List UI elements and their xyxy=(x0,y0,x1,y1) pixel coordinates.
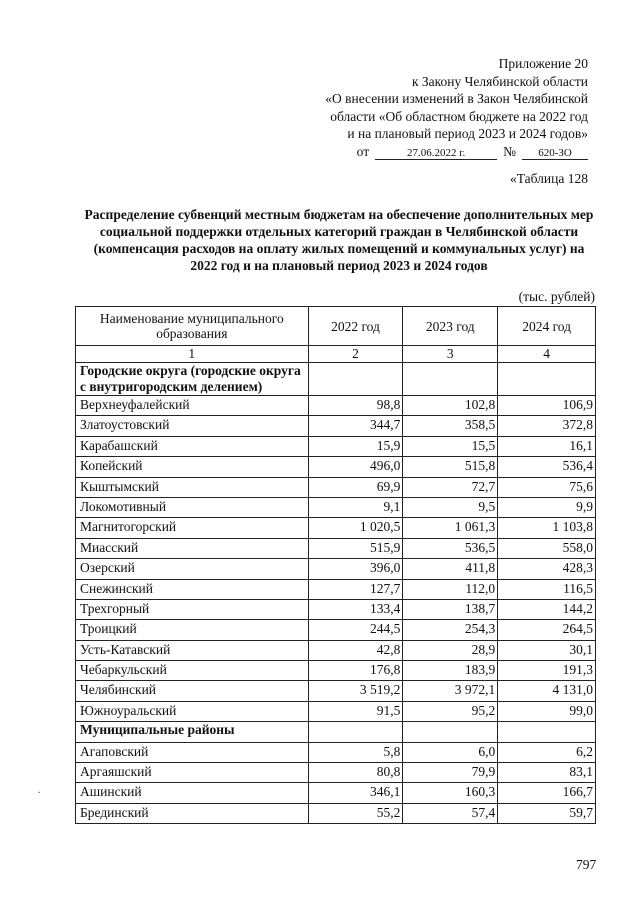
empty-cell xyxy=(498,722,596,742)
amount-cell: 15,5 xyxy=(403,436,498,456)
amount-cell: 166,7 xyxy=(498,783,596,803)
header-line: «О внесении изменений в Закон Челябинской xyxy=(325,91,588,106)
table-row xyxy=(76,742,596,762)
amount-cell: 346,1 xyxy=(308,783,403,803)
amount-cell: 372,8 xyxy=(498,416,596,436)
amount-cell: 15,9 xyxy=(308,436,403,456)
table-header-row xyxy=(76,307,596,346)
amount-cell: 144,2 xyxy=(498,599,596,619)
column-number: 1 xyxy=(76,346,309,363)
municipality-name: Локомотивный xyxy=(76,497,309,517)
column-header: 2023 год xyxy=(403,307,498,346)
column-header: 2022 год xyxy=(308,307,403,346)
municipality-name: Южноуральский xyxy=(76,701,309,721)
table-row xyxy=(76,538,596,558)
table-row xyxy=(76,579,596,599)
group-name: Муниципальные районы xyxy=(76,722,309,742)
amount-cell: 112,0 xyxy=(403,579,498,599)
amount-cell: 9,9 xyxy=(498,497,596,517)
municipality-name: Трехгорный xyxy=(76,599,309,619)
number-prefix: № xyxy=(503,143,516,159)
amount-cell: 16,1 xyxy=(498,436,596,456)
empty-cell xyxy=(403,722,498,742)
column-number-row xyxy=(76,346,596,363)
amount-cell: 55,2 xyxy=(308,803,403,823)
amount-cell: 396,0 xyxy=(308,559,403,579)
municipality-name: Агаповский xyxy=(76,742,309,762)
municipality-name: Челябинский xyxy=(76,681,309,701)
amount-cell: 515,9 xyxy=(308,538,403,558)
municipality-name: Верхнеуфалейский xyxy=(76,396,309,416)
amount-cell: 3 972,1 xyxy=(403,681,498,701)
municipality-name: Копейский xyxy=(76,457,309,477)
group-name: Городские округа (городские округа с внутригородским делением) xyxy=(76,363,309,396)
table-row xyxy=(76,457,596,477)
table-row xyxy=(76,497,596,517)
amount-cell: 160,3 xyxy=(403,783,498,803)
table-row xyxy=(76,599,596,619)
municipality-name: Брединский xyxy=(76,803,309,823)
document-header xyxy=(325,55,588,160)
amount-cell: 344,7 xyxy=(308,416,403,436)
municipality-name: Снежинский xyxy=(76,579,309,599)
municipality-name: Магнитогорский xyxy=(76,518,309,538)
amount-cell: 4 131,0 xyxy=(498,681,596,701)
amount-cell: 138,7 xyxy=(403,599,498,619)
header-line: области «Об областном бюджете на 2022 год xyxy=(330,108,588,124)
amount-cell: 3 519,2 xyxy=(308,681,403,701)
empty-cell xyxy=(403,363,498,396)
header-line: и на плановый период 2023 и 2024 годов» xyxy=(347,126,588,141)
amount-cell: 95,2 xyxy=(403,701,498,721)
amount-cell: 191,3 xyxy=(498,661,596,681)
number-value: 620-ЗО xyxy=(522,147,588,160)
page-number: 797 xyxy=(576,857,597,872)
amount-cell: 515,8 xyxy=(403,457,498,477)
table-row xyxy=(76,559,596,579)
amount-cell: 102,8 xyxy=(403,396,498,416)
municipality-name: Златоустовский xyxy=(76,416,309,436)
municipality-name: Усть-Катавский xyxy=(76,640,309,660)
table-row xyxy=(76,436,596,456)
municipality-name: Ашинский xyxy=(76,783,309,803)
units-label: (тыс. рублей) xyxy=(518,289,595,304)
amount-cell: 536,4 xyxy=(498,457,596,477)
table-row xyxy=(76,477,596,497)
column-number: 3 xyxy=(403,346,498,363)
table-row xyxy=(76,396,596,416)
amount-cell: 558,0 xyxy=(498,538,596,558)
amount-cell: 28,9 xyxy=(403,640,498,660)
amount-cell: 428,3 xyxy=(498,559,596,579)
amount-cell: 116,5 xyxy=(498,579,596,599)
amount-cell: 133,4 xyxy=(308,599,403,619)
empty-cell xyxy=(498,363,596,396)
amount-cell: 106,9 xyxy=(498,396,596,416)
law-date-number xyxy=(325,143,588,161)
table-row xyxy=(76,518,596,538)
amount-cell: 98,8 xyxy=(308,396,403,416)
amount-cell: 264,5 xyxy=(498,620,596,640)
amount-cell: 30,1 xyxy=(498,640,596,660)
amount-cell: 536,5 xyxy=(403,538,498,558)
amount-cell: 69,9 xyxy=(308,477,403,497)
group-row xyxy=(76,363,596,396)
amount-cell: 83,1 xyxy=(498,763,596,783)
amount-cell: 5,8 xyxy=(308,742,403,762)
amount-cell: 75,6 xyxy=(498,477,596,497)
municipality-name: Чебаркульский xyxy=(76,661,309,681)
column-header: 2024 год xyxy=(498,307,596,346)
margin-mark: · xyxy=(37,785,41,799)
column-number: 2 xyxy=(308,346,403,363)
amount-cell: 9,1 xyxy=(308,497,403,517)
amount-cell: 79,9 xyxy=(403,763,498,783)
document-title: Распределение субвенций местным бюджетам на обеспечение дополнительных мер социальной поддержки отдельных категорий граждан в Челябинской области (компенсация расходов на оплату жилых помещений и коммунальных услуг) на 2022 год и на плановый период 2023 и 2024 годов xyxy=(84,207,594,273)
amount-cell: 496,0 xyxy=(308,457,403,477)
amount-cell: 176,8 xyxy=(308,661,403,681)
table-row xyxy=(76,701,596,721)
amount-cell: 127,7 xyxy=(308,579,403,599)
municipality-name: Троицкий xyxy=(76,620,309,640)
amount-cell: 57,4 xyxy=(403,803,498,823)
table-row xyxy=(76,763,596,783)
table-reference: «Таблица 128 xyxy=(510,171,588,186)
amount-cell: 358,5 xyxy=(403,416,498,436)
subsidy-table xyxy=(75,306,596,824)
group-row xyxy=(76,722,596,742)
table-row xyxy=(76,681,596,701)
amount-cell: 411,8 xyxy=(403,559,498,579)
amount-cell: 80,8 xyxy=(308,763,403,783)
municipality-name: Карабашский xyxy=(76,436,309,456)
municipality-name: Аргаяшский xyxy=(76,763,309,783)
table-row xyxy=(76,620,596,640)
table-row xyxy=(76,803,596,823)
amount-cell: 244,5 xyxy=(308,620,403,640)
column-header: Наименование муниципального образования xyxy=(76,307,309,346)
empty-cell xyxy=(308,722,403,742)
municipality-name: Миасский xyxy=(76,538,309,558)
amount-cell: 59,7 xyxy=(498,803,596,823)
amount-cell: 99,0 xyxy=(498,701,596,721)
table-row xyxy=(76,416,596,436)
date-value: 27.06.2022 г. xyxy=(375,147,497,160)
amount-cell: 91,5 xyxy=(308,701,403,721)
amount-cell: 183,9 xyxy=(403,661,498,681)
municipality-name: Озерский xyxy=(76,559,309,579)
amount-cell: 1 020,5 xyxy=(308,518,403,538)
amount-cell: 72,7 xyxy=(403,477,498,497)
amount-cell: 42,8 xyxy=(308,640,403,660)
amount-cell: 1 061,3 xyxy=(403,518,498,538)
amount-cell: 254,3 xyxy=(403,620,498,640)
table-row xyxy=(76,640,596,660)
amount-cell: 6,2 xyxy=(498,742,596,762)
date-prefix: от xyxy=(356,143,370,159)
table-row xyxy=(76,783,596,803)
municipality-name: Кыштымский xyxy=(76,477,309,497)
amount-cell: 9,5 xyxy=(403,497,498,517)
amount-cell: 6,0 xyxy=(403,742,498,762)
header-line: к Закону Челябинской области xyxy=(411,73,588,89)
table-row xyxy=(76,661,596,681)
empty-cell xyxy=(308,363,403,396)
column-number: 4 xyxy=(498,346,596,363)
header-line: Приложение 20 xyxy=(498,56,588,71)
amount-cell: 1 103,8 xyxy=(498,518,596,538)
